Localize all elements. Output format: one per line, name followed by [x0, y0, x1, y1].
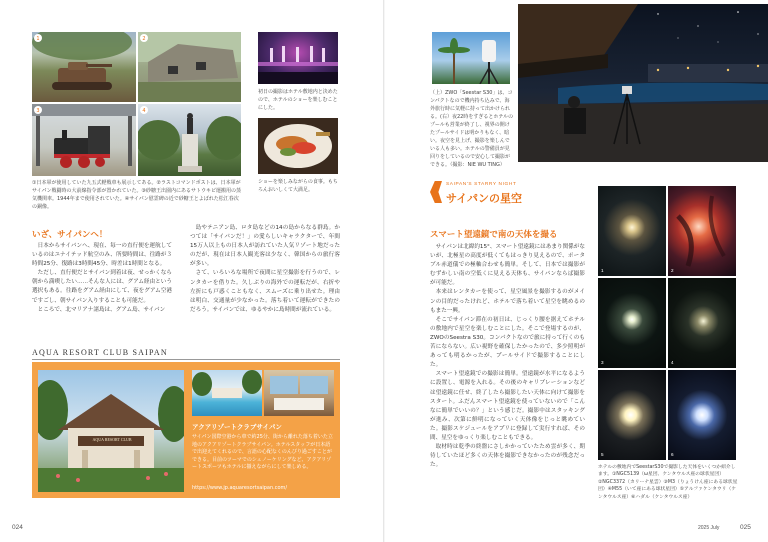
photo-credit: （撮影：NIE WU TING）	[450, 162, 505, 168]
photo-hotel-room	[264, 370, 334, 416]
astro-label: 1	[601, 268, 604, 273]
photo-tank	[32, 32, 136, 102]
svg-text:2: 2	[142, 36, 146, 42]
astro-photo-omega-centauri	[598, 186, 666, 276]
astro-label: 3	[601, 360, 604, 365]
hotel-url-link[interactable]: https://www.jp.aquaresortsaipan.com/	[192, 485, 288, 491]
astro-photo-alpha-centauri	[598, 370, 666, 460]
paragraph: サイパンは北緯約15°、スマート望遠鏡にはあまり関係がないが、北極星の高度が低くてもはっきり見えるので、ポータブル赤道儀での極軸合わせも簡単。そして、日本では撮影がむずかしい南の空低くに見える天体も、サイパンならば撮影が可能だ。	[430, 244, 585, 287]
box-title: AQUA RESORT CLUB SAIPAN	[32, 348, 168, 357]
photo-command-post	[138, 32, 241, 102]
page-label-right: 2025 July	[698, 525, 720, 531]
photo-hotel-exterior	[38, 370, 184, 492]
astro-photo-carina-nebula	[668, 186, 736, 276]
astro-photo-m3	[598, 278, 666, 368]
hotel-info-box	[32, 362, 340, 498]
box-title-rule	[32, 359, 340, 360]
paragraph: 取材時は乾季の終盤にさしかかっていたため雲が多く、期待していたほど多くの天体を撮影できなかったのが残念だった。	[430, 444, 585, 469]
page-gutter	[383, 0, 385, 542]
paragraph: そこでサイパン滞在の初日は、じっくり腰を据えてホテルの敷地内で星空を楽しむことにした。そこで登場するのが、ZWOのSeestra S30。コンパクトなので旅に持って行くのも苦にならない。広い視野を確保したかったので、多少照明があっても明るかったが、プールサイドで撮影することにした。	[430, 316, 585, 369]
caption-food: ショーを楽しみながらの食事。もちろんおいしくて大満足。	[258, 179, 338, 193]
paragraph: 日本からサイパンへ、現在、毎一の直行便を運航しているのはユナイテッド航空のみ、所要時間は、往路が３時間25分、復路は3時間45分、時差は1時間となる。	[32, 243, 172, 268]
section-kicker: SAIPAN'S STARRY NIGHT	[446, 182, 517, 187]
astro-photo-m55	[668, 278, 736, 368]
paragraph: さて、いろいろな場所で夜間に星空撮影を行うので、レンタカーを借りた。久しぶりの海外での運転だが、右折や左折にも戸惑くこともなく、スムーズに乗り出せた。理由は明白、交通量が少なかった。落ち着いて運転ができたのだろう。サイパンでは、ゆるやかに島時間が流れている。	[190, 270, 340, 313]
astro-label: 4	[671, 360, 674, 365]
photo-statue	[138, 104, 241, 176]
body-right	[430, 243, 585, 470]
page-number-left: 024	[12, 524, 23, 531]
caption-seestar	[430, 89, 514, 169]
paragraph: 島やテニアン島、ロタ島などの14の島からなる群島。かつては「サイパンだ！」の愛らしいキャラクターで、年間15万人以上もの日本人が訪れていた人気リゾート地だったのだが、現在は日本人観光客は少なく、韓国からの旅行客が多い。	[190, 225, 340, 268]
caption-astro-grid: ホテルの敷地内でSeestarS30で撮影した天体をいくつか紹介します。①NGC5139（ω星団、ケンタウルス座の球状星団）②NGC3372（カリーナ星雲）③M3（りょうけん座にある球状星団）④M55（いて座にある球状星団）⑤アルファケンタウリ（ケンタウルス座）⑥ハダル（ケンタウルス座）	[598, 465, 738, 500]
svg-text:1: 1	[36, 36, 40, 42]
svg-text:3: 3	[36, 108, 40, 114]
section-title: サイパンの星空	[446, 192, 523, 205]
svg-text:4: 4	[142, 108, 146, 114]
photo-locomotive	[32, 104, 136, 176]
hotel-description: サイパン国際空港から車で約25分、街から離れた落ち着いた立地のアクアリゾートクラブサイパン。ホテルスタッフが日本語で出迎えてくれるので、言語の心配なくのんびり過ごすことができる。目前のツーマでのシュノーケリングなど、アクアリゾートスポーツもホテルに揃えながらにして楽しめる。	[192, 434, 333, 471]
section-heading-arrival: いざ、サイパンへ！	[32, 230, 108, 240]
astro-photo-hadar	[668, 370, 736, 460]
photo-food	[258, 118, 338, 174]
photo-caption-historic: ①日本軍が使用していた九五式軽戦車も展示してある。②ラストコマンドポストは、日本軍がサイパン戦闘時の大前線指令部が置かれていた。③砂糖王出園内にあるサトウキビ運搬用の蒸気機関車。1944年まで使用されていた。④サイパン慰霊碑の近で砂糖王とよばれた松江春次の銅像。	[32, 180, 242, 210]
section-icon	[430, 181, 442, 203]
caption-seestar-text: （上）ZWO「Seestar S30」は、コンパクトなので機内持ち込みで、海外旅行時に気軽に持って出かけられる。(右）夜22時をすぎるとホテルのプールも営業が終了し、視界の開けたプールサイドは明かりもなく、暗い。夜空を見上げ、撮影を楽しんでいる人も多い。ホテルの警備員が見回りをしているので安心して撮影ができる。	[430, 90, 514, 168]
astro-label: 6	[671, 452, 674, 457]
hotel-sign-text: AQUA RESORT CLUB	[92, 437, 132, 442]
paragraph: スマート望遠鏡での撮影は簡単。望遠鏡が水平になるように設置し、電源を入れる。その後のキャリブレーションなどは望遠鏡に任せ、終了したら撮影したい天体に向けて撮影をスタート。ふだんスマート望遠鏡を使っていないので「こんなに簡単でいいの？」という感じだ。撮影中はスタッキングが進み、次第に鮮明になっていく天体像をじっと眺めていた。撮影スケジュールをアプリに登録して実行すれば、その間、星空をゆっくり楽しむこともできる。	[430, 371, 585, 441]
astro-label: 2	[671, 268, 674, 273]
page-number-right: 025	[740, 524, 751, 531]
photo-hotel-show	[258, 32, 338, 84]
photo-hotel-pool	[192, 370, 262, 416]
caption-hotel-show: 初日の撮影はホテル敷地内と決めたので、ホテルのショーを楽しむことにした。	[258, 89, 338, 111]
body-column-1	[32, 242, 172, 315]
photo-night-poolside	[518, 4, 768, 162]
paragraph: ところで、北マリアナ諸島は、グアム島、サイパン	[37, 306, 166, 313]
paragraph: 本来はレンタカーを使って、星空風景を撮影するのがメインの目的だったけれど、ホテルで落ち着いて星空を眺めるのもまた一興。	[430, 289, 585, 314]
hotel-heading: アクアリゾートクラブサイパン	[192, 423, 282, 431]
astro-label: 5	[601, 452, 604, 457]
paragraph: ただし、直行便だとサイパン到着は夜、せっかくなら朝から満喫したい……そんな人には、グアム経由という選択もある。往路をグアム経由にして、夜をグアム空港ですごし、朝サイパン入りすることも可能だ。	[32, 270, 172, 304]
section-heading-telescope: スマート望遠鏡で南の天体を撮る	[430, 230, 558, 240]
body-column-2	[190, 224, 340, 315]
photo-seestar	[432, 32, 510, 84]
